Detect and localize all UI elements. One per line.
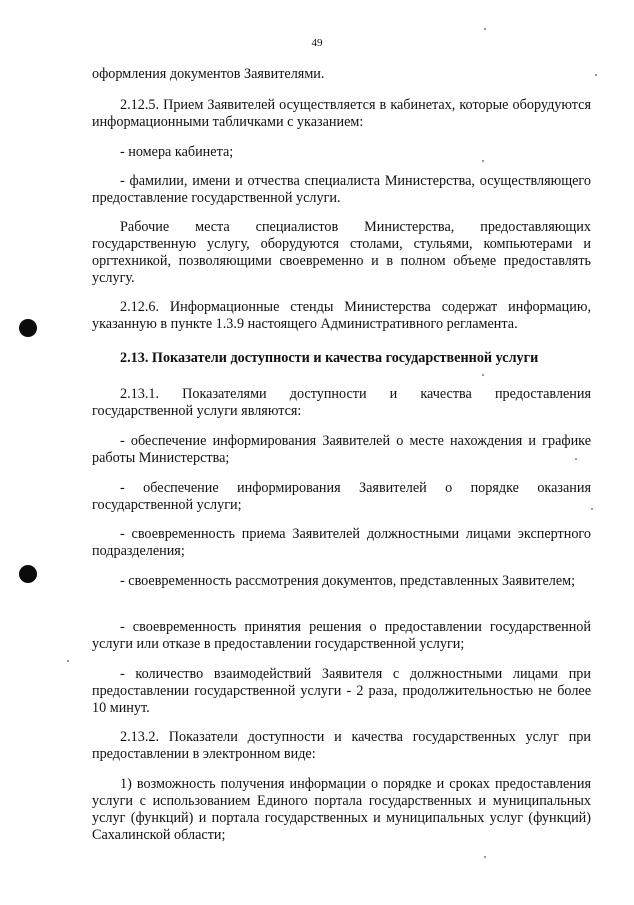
punch-hole-lower <box>19 565 37 583</box>
paragraph-2-12-5: 2.12.5. Прием Заявителей осуществляется в кабинетах, которые оборудуются информационными табличками с указанием: <box>92 97 591 130</box>
paragraph-continuation: оформления документов Заявителями. <box>92 66 325 82</box>
list-item-procedure-info: - обеспечение информирования Заявителей о порядке оказания государственной услуги; <box>92 480 591 513</box>
paragraph-workplaces: Рабочие места специалистов Министерства, предоставляющих государственную услугу, оборудуются столами, стульями, компьютерами и оргтехникой, позволяющими своевременно и в полном объеме предоставлять услугу. <box>92 219 591 286</box>
punch-hole-upper <box>19 319 37 337</box>
paragraph-2-12-6: 2.12.6. Информационные стенды Министерства содержат информацию, указанную в пункте 1.3.9 настоящего Административного регламента. <box>92 299 591 332</box>
paragraph-2-13-1: 2.13.1. Показателями доступности и качества предоставления государственной услуги являются: <box>92 386 591 419</box>
paragraph-2-13-2: 2.13.2. Показатели доступности и качества государственных услуг при предоставлении в электронном виде: <box>92 729 591 762</box>
list-item-decision-timeliness: - своевременность принятия решения о предоставлении государственной услуги или отказе в предоставлении государственной услуги; <box>92 619 591 652</box>
list-item-cabinet-number: - номера кабинета; <box>120 144 234 160</box>
list-item-review-timeliness: - своевременность рассмотрения документов, представленных Заявителем; <box>120 573 576 589</box>
section-heading-2-13: 2.13. Показатели доступности и качества государственной услуги <box>120 350 539 366</box>
page-number: 49 <box>311 37 323 49</box>
list-item-portal-info: 1) возможность получения информации о порядке и сроках предоставления услуги с использованием Единого портала государственных и муниципальных услуг (функций) и портала государственных и муниципальных услуг (функций) Сахалинской области; <box>92 776 591 843</box>
list-item-specialist-name: - фамилии, имени и отчества специалиста Министерства, осуществляющего предоставление государственной услуги. <box>92 173 591 206</box>
list-item-location-info: - обеспечение информирования Заявителей о месте нахождения и графике работы Министерства; <box>92 433 591 466</box>
list-item-interactions-count: - количество взаимодействий Заявителя с должностными лицами при предоставлении государственной услуги - 2 раза, продолжительностью не более 10 минут. <box>92 666 591 716</box>
list-item-reception-timeliness: - своевременность приема Заявителей должностными лицами экспертного подразделения; <box>92 526 591 559</box>
